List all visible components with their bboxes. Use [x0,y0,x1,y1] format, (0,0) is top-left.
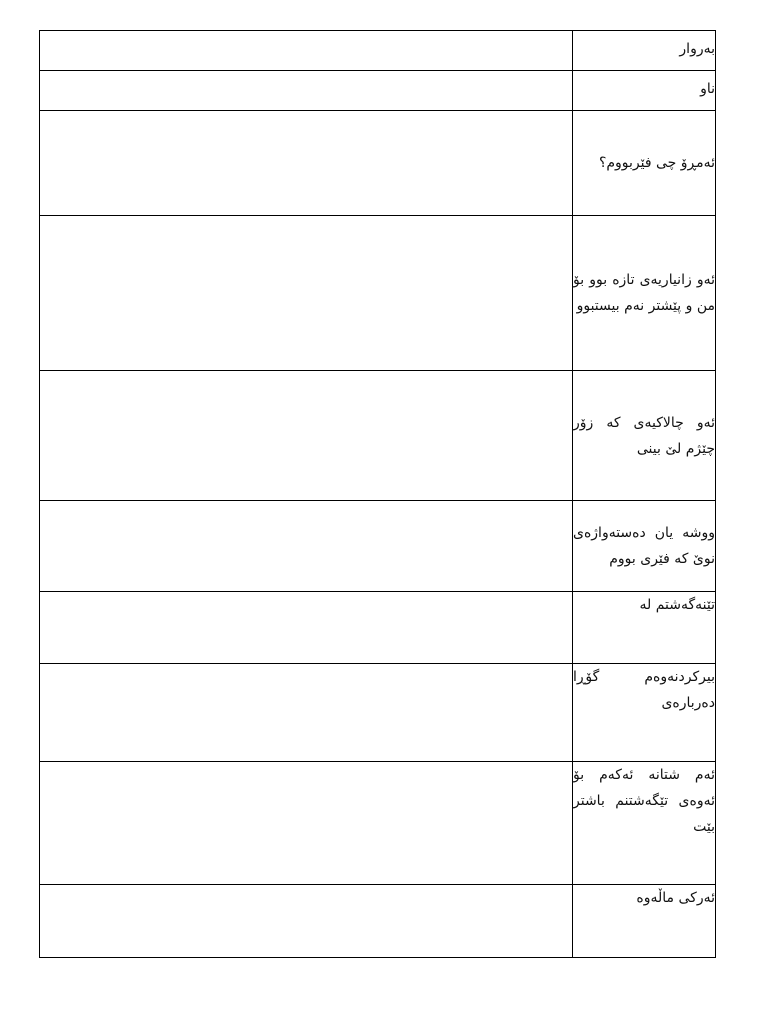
enjoyed-activity-answer-field[interactable] [40,371,573,501]
changed-thinking-label: بیرکردنەوەم گۆڕا دەربارەی [573,664,716,762]
did-not-understand-answer-field[interactable] [40,592,573,664]
enjoyed-activity-label: ئەو چالاکیەی کە زۆر چێژم لێ بینی [573,371,716,501]
did-not-understand-label: تێنەگەشتم لە [573,592,716,664]
date-answer-field[interactable] [40,31,573,71]
row-enjoyed-activity [40,371,716,501]
new-information-answer-field[interactable] [40,216,573,371]
row-date [40,31,716,71]
row-improve-understanding [40,762,716,885]
new-words-label: ووشە یان دەستەواژەی نوێ کە فێری بووم [573,501,716,592]
improve-understanding-label: ئەم شتانە ئەکەم بۆ ئەوەی تێگەشتنم باشتر بێت [573,762,716,885]
row-did-not-understand [40,592,716,664]
name-answer-field[interactable] [40,71,573,111]
homework-answer-field[interactable] [40,885,573,958]
row-homework [40,885,716,958]
reflection-worksheet-table [39,30,716,958]
changed-thinking-answer-field[interactable] [40,664,573,762]
homework-label: ئەرکی ماڵەوە [573,885,716,958]
name-label: ناو [573,71,716,111]
date-label: بەروار [573,31,716,71]
learned-today-answer-field[interactable] [40,111,573,216]
new-information-label: ئەو زانیاریەی تازە بوو بۆ من و پێشتر نەم بیستبوو [573,216,716,371]
new-words-answer-field[interactable] [40,501,573,592]
row-new-words [40,501,716,592]
learned-today-label: ئەمڕۆ چی فێربووم؟ [573,111,716,216]
row-learned-today [40,111,716,216]
row-new-information [40,216,716,371]
improve-understanding-answer-field[interactable] [40,762,573,885]
row-name [40,71,716,111]
row-changed-thinking [40,664,716,762]
